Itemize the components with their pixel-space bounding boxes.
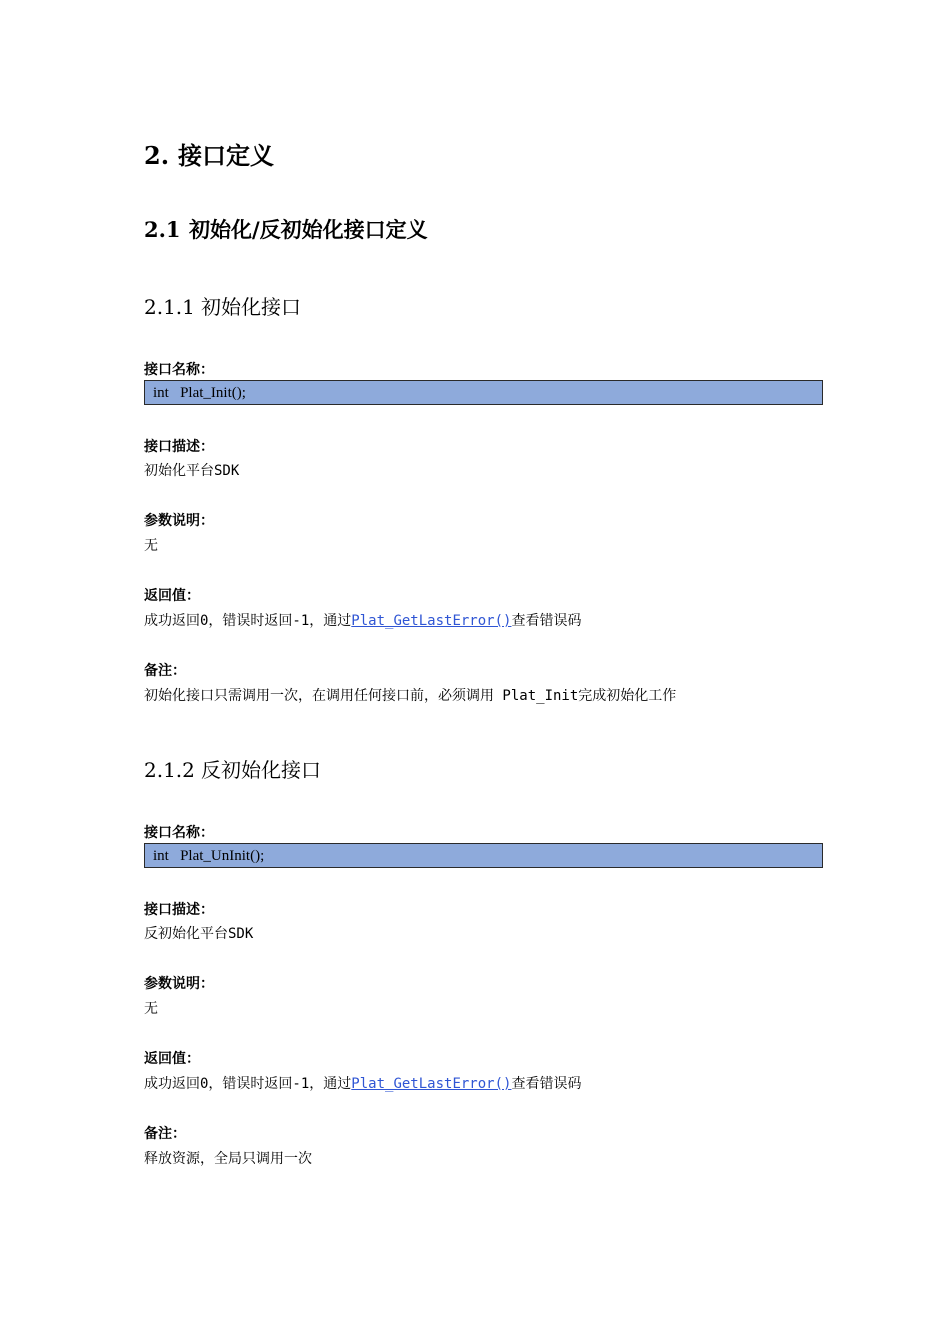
subsection-init-heading (144, 291, 301, 320)
init-params-text: 无 (144, 538, 158, 554)
uninit-params-text: 无 (144, 1001, 158, 1017)
chapter-title: 接口定义 (178, 141, 274, 170)
init-return-prefix: 成功返回0，错误时返回-1，通过 (144, 613, 352, 629)
uninit-return-prefix: 成功返回0，错误时返回-1，通过 (144, 1076, 352, 1092)
uninit-return-text (144, 1073, 581, 1093)
init-return-suffix: 查看错误码 (511, 613, 582, 629)
init-return-text (144, 610, 581, 630)
init-getlasterror-link[interactable]: Plat_GetLastError() (351, 613, 512, 629)
init-note-label: 备注： (144, 663, 186, 679)
subsection-init-number: 2.1.1 (144, 295, 195, 319)
uninit-desc-label: 接口描述： (144, 902, 214, 918)
section-title: 初始化/反初始化接口定义 (189, 217, 428, 242)
subsection-uninit-title: 反初始化接口 (201, 758, 321, 782)
init-code-box: int Plat_Init(); (144, 380, 823, 405)
init-params-label: 参数说明： (144, 513, 214, 529)
uninit-return-label: 返回值： (144, 1051, 200, 1067)
chapter-number: 2. (144, 141, 170, 170)
section-heading (144, 214, 428, 244)
init-desc-text: 初始化平台SDK (144, 463, 240, 479)
section-number: 2.1 (144, 217, 181, 242)
uninit-getlasterror-link[interactable]: Plat_GetLastError() (351, 1076, 512, 1092)
subsection-uninit-number: 2.1.2 (144, 758, 195, 782)
uninit-note-text: 释放资源，全局只调用一次 (144, 1151, 312, 1167)
init-desc-label: 接口描述： (144, 439, 214, 455)
init-name-label: 接口名称： (144, 362, 214, 378)
uninit-params-label: 参数说明： (144, 976, 214, 992)
uninit-return-suffix: 查看错误码 (511, 1076, 582, 1092)
init-return-label: 返回值： (144, 588, 200, 604)
uninit-name-label: 接口名称： (144, 825, 214, 841)
subsection-init-title: 初始化接口 (201, 295, 301, 319)
subsection-uninit-heading (144, 754, 321, 783)
uninit-desc-text: 反初始化平台SDK (144, 926, 254, 942)
chapter-heading (144, 136, 274, 171)
init-note-text: 初始化接口只需调用一次，在调用任何接口前，必须调用 Plat_Init完成初始化工作 (144, 688, 677, 704)
uninit-code-box: int Plat_UnInit(); (144, 843, 823, 868)
uninit-note-label: 备注： (144, 1126, 186, 1142)
